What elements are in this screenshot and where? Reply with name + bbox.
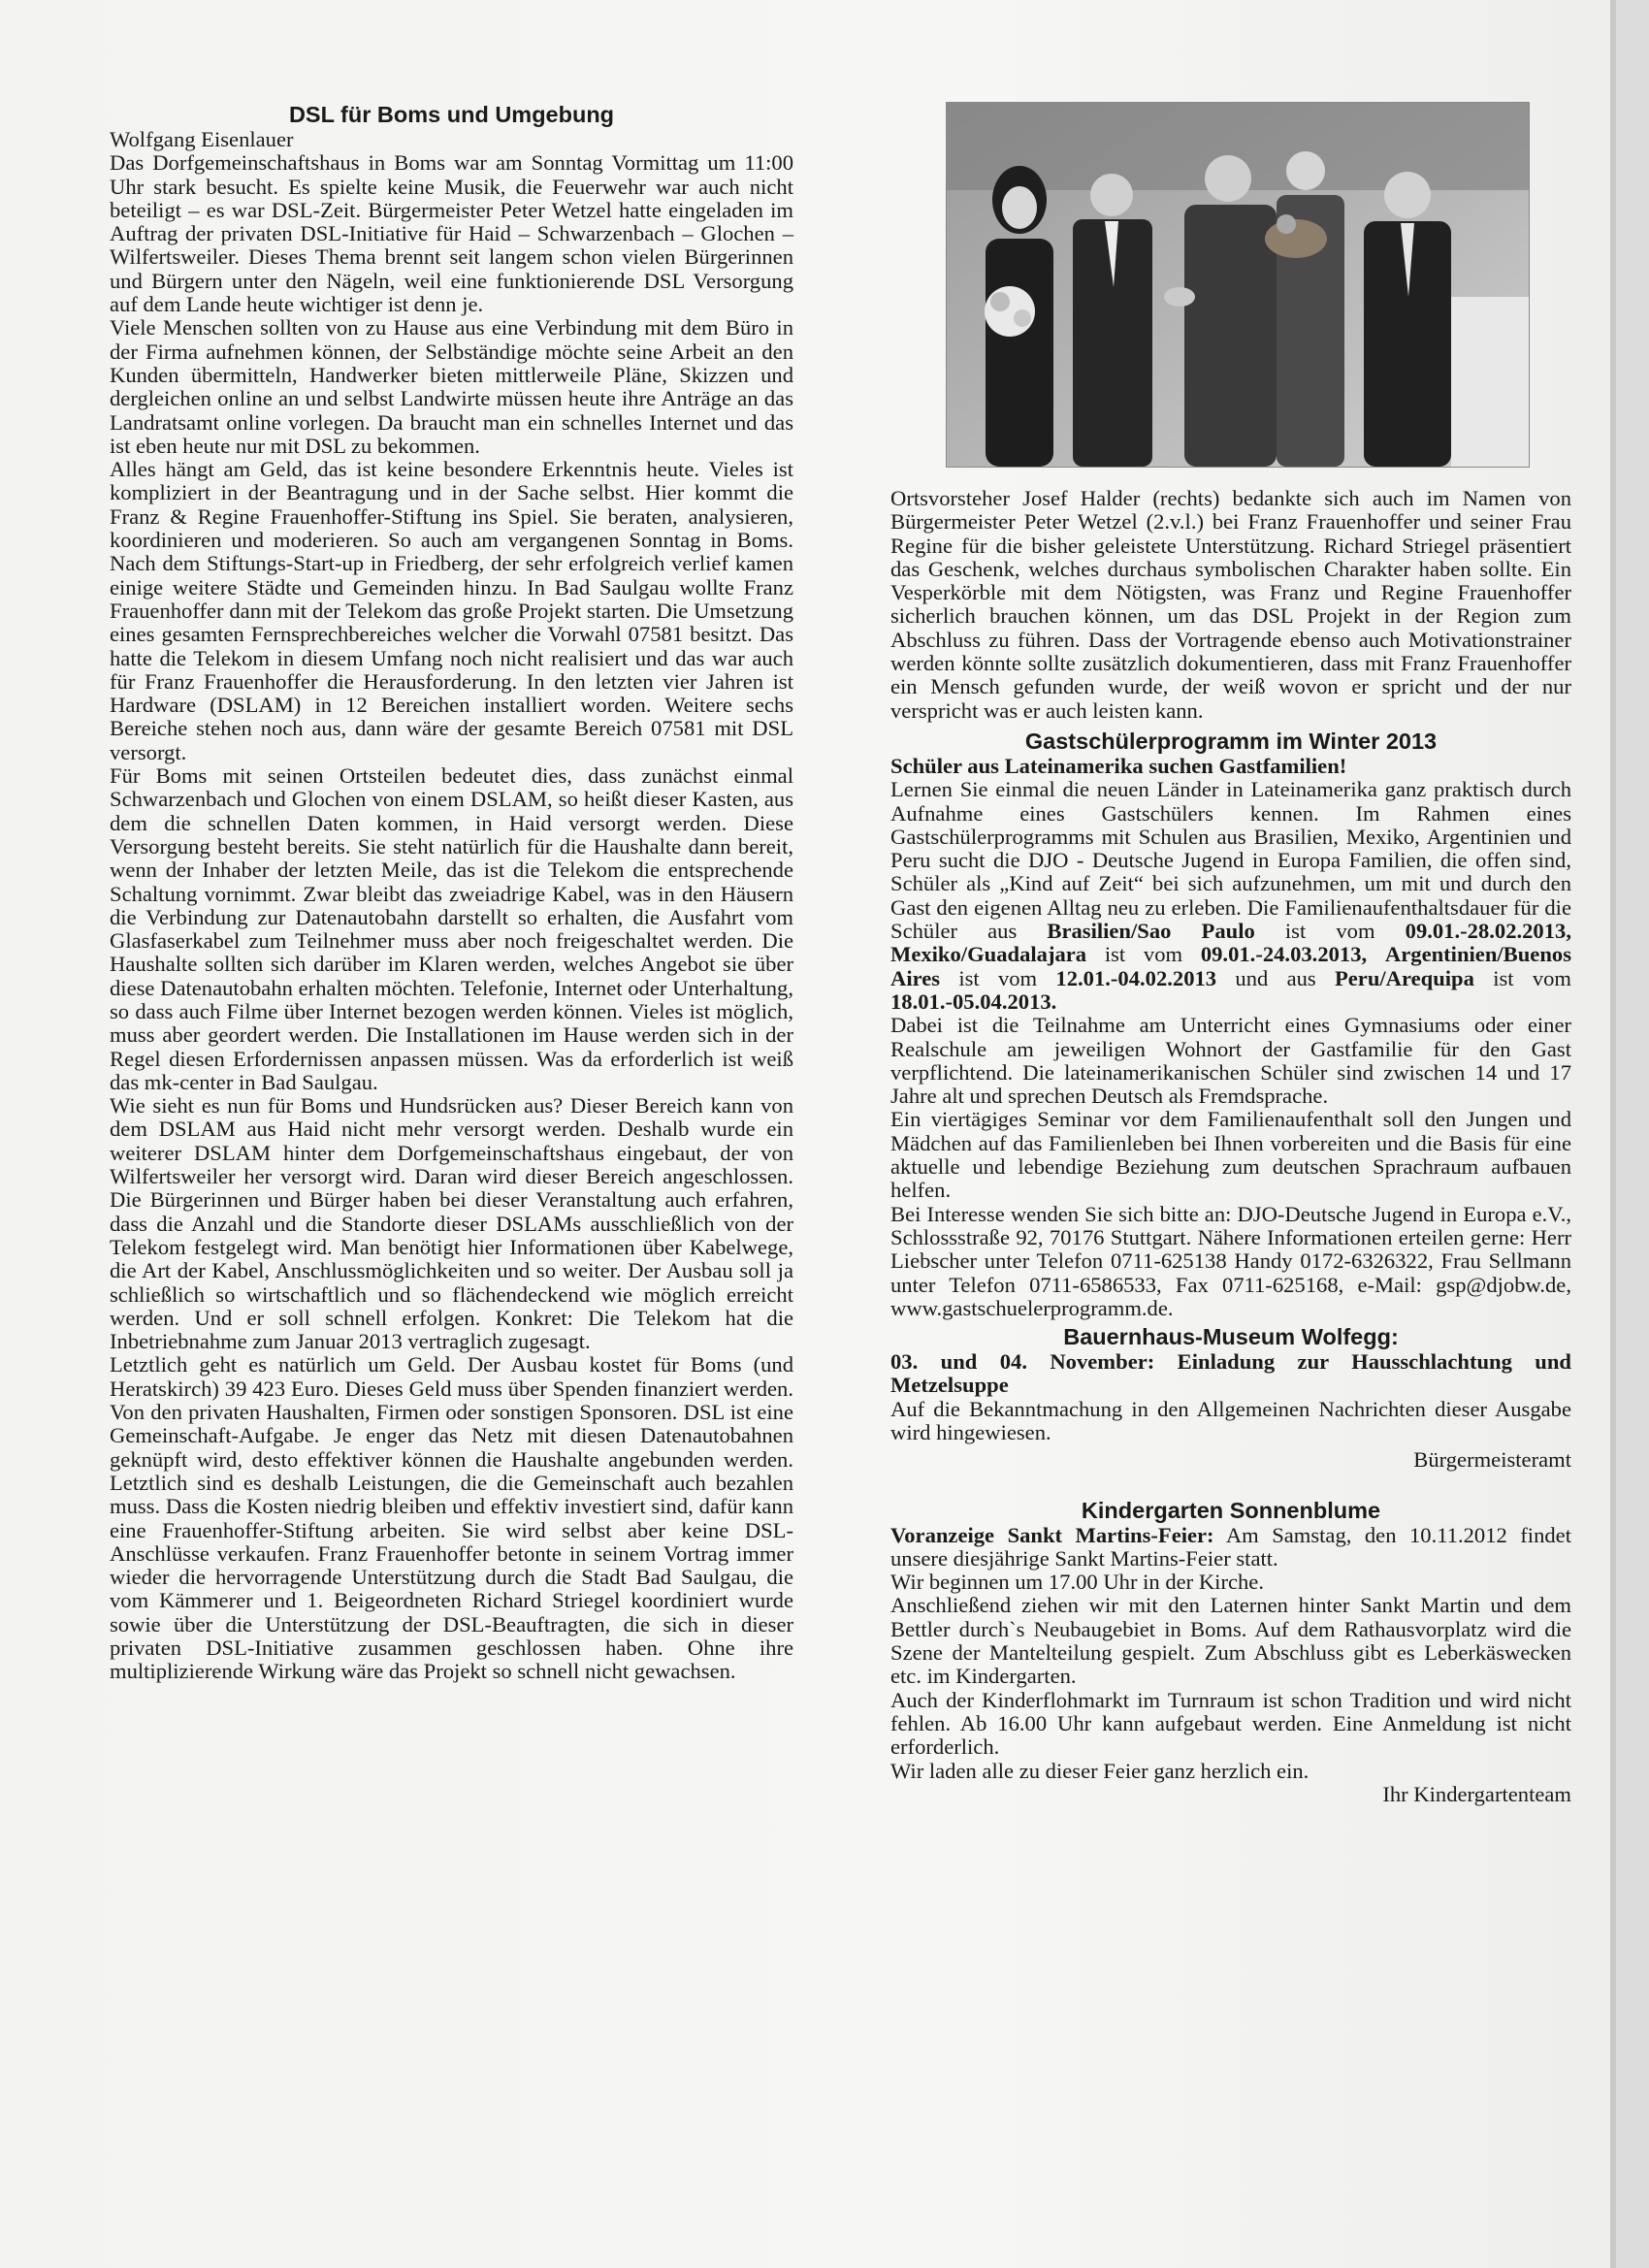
article-paragraph: Ein viertägiges Seminar vor dem Familienaufenthalt soll den Jungen und Mädchen auf das Familienleben bei Ihnen vorbereiten und die Basis für eine aktuelle und lebendige Beziehung zum deutschen Sprachraum aufbauen helfen.: [890, 1107, 1571, 1203]
article-paragraph: Wir beginnen um 17.00 Uhr in der Kirche.: [890, 1570, 1264, 1595]
article-paragraph: Wie sieht es nun für Boms und Hundsrücken aus? Dieser Bereich kann von dem DSLAM aus Haid nicht mehr versorgt werden. Deshalb wurde ein weiterer DSLAM hinter dem Dorfgemeinschaftshaus eingebaut, der von Wilfertsweiler her versorgt wird. Daran wird dieser Bereich angeschlossen. Die Bürgerinnen und Bürger haben bei dieser Veranstaltung auch erfahren, dass die Anzahl und die Standorte dieser DSLAMs ausschließlich von der Telekom festgelegt wird. Man benötigt hier Informationen über Kabelwege, die Art der Kabel, Anschlussmöglichkeiten und so weiter. Der Ausbau soll ja schließlich so wirtschaftlich und so flächendeckend wie möglich erreicht werden. Und er soll schnell erfolgen. Konkret: Die Telekom hat die Inbetriebnahme zum Januar 2013 vertraglich zugesagt.: [110, 1093, 793, 1354]
article-text: und aus: [1216, 965, 1335, 990]
page-edge: [1610, 0, 1616, 2268]
article-paragraph: Für Boms mit seinen Ortsteilen bedeutet dies, dass zunächst einmal Schwarzenbach und Glochen von einem DSLAM, so heißt dieser Kasten, aus dem die schnellen Daten kommen, in Haid versorgt werden. Diese Versorgung besteht bereits. Sie steht natürlich für die Haushalte dann bereit, wenn der Inhaber der letzten Meile, das ist die Telekom die entsprechende Schaltung vornimmt. Zwar bleibt das zweiadrige Kabel, was in den Häusern die Verbindung zur Datenautobahn darstellt so erhalten, die Ausfahrt vom Glasfaserkabel zum Teilnehmer muss aber noch freigeschaltet werden. Die Haushalte sollten sich darüber im Klaren werden, welches Angebot sie über diese Datenautobahn erhalten möchten. Telefonie, Internet oder Unterhaltung, so dass auch Filme über Internet bezogen werden können. Vieles ist möglich, muss aber geordert werden. Die Installationen im Hause werden sich in der Regel diesen Erfordernissen anpassen müssen. Was da erforderlich ist weiß das mk-center in Bad Saulgau.: [110, 763, 793, 1094]
date-range: 09.01.-24.03.2013,: [1200, 942, 1368, 967]
country-city: Brasilien/Sao Paulo: [1047, 919, 1255, 944]
article-paragraph: Letztlich geht es natürlich um Geld. Der Ausbau kostet für Boms (und Heratskirch) 39 423 Euro. Dieses Geld muss über Spenden finanziert werden. Von den privaten Haushalten, Firmen oder sonstigen Sponsoren. DSL ist eine Gemeinschaft-Aufgabe. Je enger das Netz mit diesen Datenautobahnen geknüpft wird, desto effektiver können die Haushalte angebunden werden. Letztlich sind es deshalb Leistungen, die die Gemeinschaft auch bezahlen muss. Dass die Kosten niedrig bleiben und effektiv investiert sind, dafür kann eine Frauenhoffer-Stiftung arbeiten. Sie wird selbst aber keine DSL-Anschlüsse verkaufen. Franz Frauenhoffer betonte in seinem Vortrag immer wieder die hervorragende Unterstützung durch die Stadt Bad Saulgau, die vom Kämmerer und 1. Beigeordneten Richard Striegel koordiniert wurde sowie über die Unterstützung der DSL-Beauftragten, die sich in dieser privaten DSL-Initiative zusammen geschlossen haben. Ohne ihre multiplizierende Wirkung wäre das Projekt so schnell nicht gewachsen.: [110, 1352, 793, 1684]
signature: Ihr Kindergartenteam: [1382, 1781, 1571, 1806]
article-paragraph: Auch der Kinderflohmarkt im Turnraum ist schon Tradition und wird nicht fehlen. Ab 16.00 Uhr kann aufgebaut werden. Eine Anmeldung ist nicht erforderlich.: [890, 1687, 1571, 1760]
article-text: ist vom: [940, 965, 1056, 990]
date-range: 12.01.-04.02.2013: [1055, 965, 1217, 990]
article-paragraph: Auf die Bekanntmachung in den Allgemeinen Nachrichten dieser Ausgabe wird hingewiesen.: [890, 1396, 1571, 1444]
date-range: 09.01.-28.02.2013,: [1405, 919, 1571, 944]
article-text: ist vom: [1086, 942, 1201, 967]
article-paragraph: Das Dorfgemeinschaftshaus in Boms war am Sonntag Vormittag um 11:00 Uhr stark besucht. Es spielte keine Musik, die Feuerwehr war auch nicht beteiligt – es war DSL-Zeit. Bürgermeister Peter Wetzel hatte eingeladen im Auftrag der privaten DSL-Initiative für Haid – Schwarzenbach – Glochen – Wilfertsweiler. Dieses Thema brennt seit langem schon vielen Bürgerinnen und Bürgern unter den Nägeln, weil eine funktionierende DSL Versorgung auf dem Lande heute wichtiger ist denn je.: [110, 150, 793, 317]
article-heading-gastschueler: Gastschülerprogramm im Winter 2013: [1024, 728, 1438, 754]
article-text: Am Samstag, den 10.11.2012 findet unsere diesjährige Sankt Martins-Feier statt.: [890, 1522, 1571, 1571]
article-text: Lernen Sie einmal die neuen Länder in Lateinamerika ganz praktisch durch Aufnahme eines Gastschülers kennen. Im Rahmen eines Gastschülerprogramms mit Schulen aus Brasilien, Mexiko, Argentinien und Peru sucht die DJO - Deutsche Jugend in Europa Familien, die offen sind, Schüler als „Kind auf Zeit“ bei sich aufzunehmen, um mit und durch den Gast den eigenen Alltag neu zu erleben. Die Familienaufenthaltsdauer für die Schüler aus: [890, 777, 1571, 944]
group-photo-illustration: [947, 103, 1529, 467]
article-paragraph: [890, 1524, 1571, 1571]
article-text: ist vom: [1254, 919, 1406, 944]
article-subheading: 03. und 04. November: Einladung zur Hausschlachtung und Metzelsuppe: [890, 1349, 1571, 1398]
article-subheading: Schüler aus Lateinamerika suchen Gastfamilien!: [890, 753, 1347, 778]
article-paragraph: Wir laden alle zu dieser Feier ganz herzlich ein.: [890, 1758, 1310, 1783]
group-photo: [946, 102, 1530, 468]
article-heading-museum: Bauernhaus-Museum Wolfegg:: [1063, 1324, 1399, 1350]
article-text: ist vom: [1473, 965, 1571, 990]
country-city: Argentinien/Buenos Aires: [890, 942, 1571, 990]
right-column: [890, 487, 1571, 1806]
article-paragraph: Dabei ist die Teilnahme am Unterricht eines Gymnasiums oder einer Realschule am jeweiligen Wohnort der Gastfamilie für den Gast verpflichtend. Die lateinamerikanischen Schüler sind zwischen 14 und 17 Jahre alt und sprechen Deutsch als Fremdsprache.: [890, 1013, 1571, 1109]
photo-caption: Ortsvorsteher Josef Halder (rechts) bedankte sich auch im Namen von Bürgermeister Peter Wetzel (2.v.l.) bei Franz Frauenhoffer und seiner Frau Regine für die bisher geleistete Unterstützung. Richard Striegel präsentiert das Geschenk, welches durchaus symbolischen Charakter haben sollte. Ein Vesperkörble mit dem Nötigsten, was Franz und Regine Frauenhoffer sicherlich brauchen können, um das DSL Projekt in der Region zum Abschluss zu führen. Dass der Vortragende ebenso auch Motivationstrainer werden könnte sollte zusätzlich dokumentieren, dass mit Franz Frauenhoffer ein Mensch gefunden wurde, der weiß wovon er spricht und der nur verspricht was er auch leisten kann.: [890, 486, 1571, 723]
country-city: Peru/Arequipa: [1334, 965, 1474, 990]
signature: Bürgermeisteramt: [1413, 1447, 1571, 1473]
article-paragraph: Viele Menschen sollten von zu Hause aus eine Verbindung mit dem Büro in der Firma aufnehmen können, der Selbständige möchte seine Arbeit an den Kunden übermitteln, Handwerker bieten mittlerweile Pläne, Skizzen und dergleichen online an und selbst Landwirte müssen heute ihre Anträge an das Landratsamt online vorlegen. Da braucht man ein schnelles Internet und das ist eben heute nur mit DSL zu bekommen.: [110, 315, 793, 458]
lead-bold: Voranzeige Sankt Martins-Feier:: [890, 1522, 1214, 1547]
article-paragraph: [890, 778, 1571, 1014]
country-city: Mexiko/Guadalajara: [890, 942, 1087, 967]
article-heading-dsl: DSL für Boms und Umgebung: [288, 102, 615, 127]
article-heading-kindergarten: Kindergarten Sonnenblume: [1081, 1497, 1381, 1523]
date-range: 18.01.-05.04.2013.: [890, 988, 1057, 1014]
article-paragraph: Bei Interesse wenden Sie sich bitte an: DJO-Deutsche Jugend in Europa e.V., Schlossstraße 92, 70176 Stuttgart. Nähere Informationen erteilen gerne: Herr Liebscher unter Telefon 0711-625138 Handy 0172-6326322, Frau Sellmann unter Telefon 0711-6586533, Fax 0711-625168, e-Mail: gsp@djobw.de, www.gastschuelerprogramm.de.: [890, 1201, 1571, 1320]
article-paragraph: Alles hängt am Geld, das ist keine besondere Erkenntnis heute. Vieles ist kompliziert in der Beantragung und in der Sache selbst. Hier kommt die Franz & Regine Frauenhoffer-Stiftung ins Spiel. Sie beraten, analysieren, koordinieren und moderieren. So auch am vergangenen Sonntag in Boms. Nach dem Stiftungs-Start-up in Friedberg, der sehr erfolgreich verlief kamen einige weitere Städte und Gemeinden hinzu. In Bad Saulgau wollte Franz Frauenhoffer dann mit der Telekom das große Projekt starten. Die Umsetzung eines gesamten Fernsprechbereiches welcher die Vorwahl 07581 besitzt. Das hatte die Telekom in diesem Umfang noch nicht realisiert und das war auch für Franz Frauenhoffer die Herausforderung. In den letzten vier Jahren ist Hardware (DSLAM) in 12 Bereichen installiert worden. Weitere sechs Bereiche stehen noch aus, dann wäre der gesamte Bereich 07581 mit DSL versorgt.: [110, 457, 793, 764]
left-column: [110, 102, 793, 1684]
article-author: Wolfgang Eisenlauer: [110, 127, 294, 151]
article-paragraph: Anschließend ziehen wir mit den Laternen hinter Sankt Martin und dem Bettler durch`s Neubaugebiet in Boms. Auf dem Rathausvorplatz wird die Szene der Mantelteilung gespielt. Zum Abschluss gibt es Leberkäswecken etc. im Kindergarten.: [890, 1593, 1571, 1689]
